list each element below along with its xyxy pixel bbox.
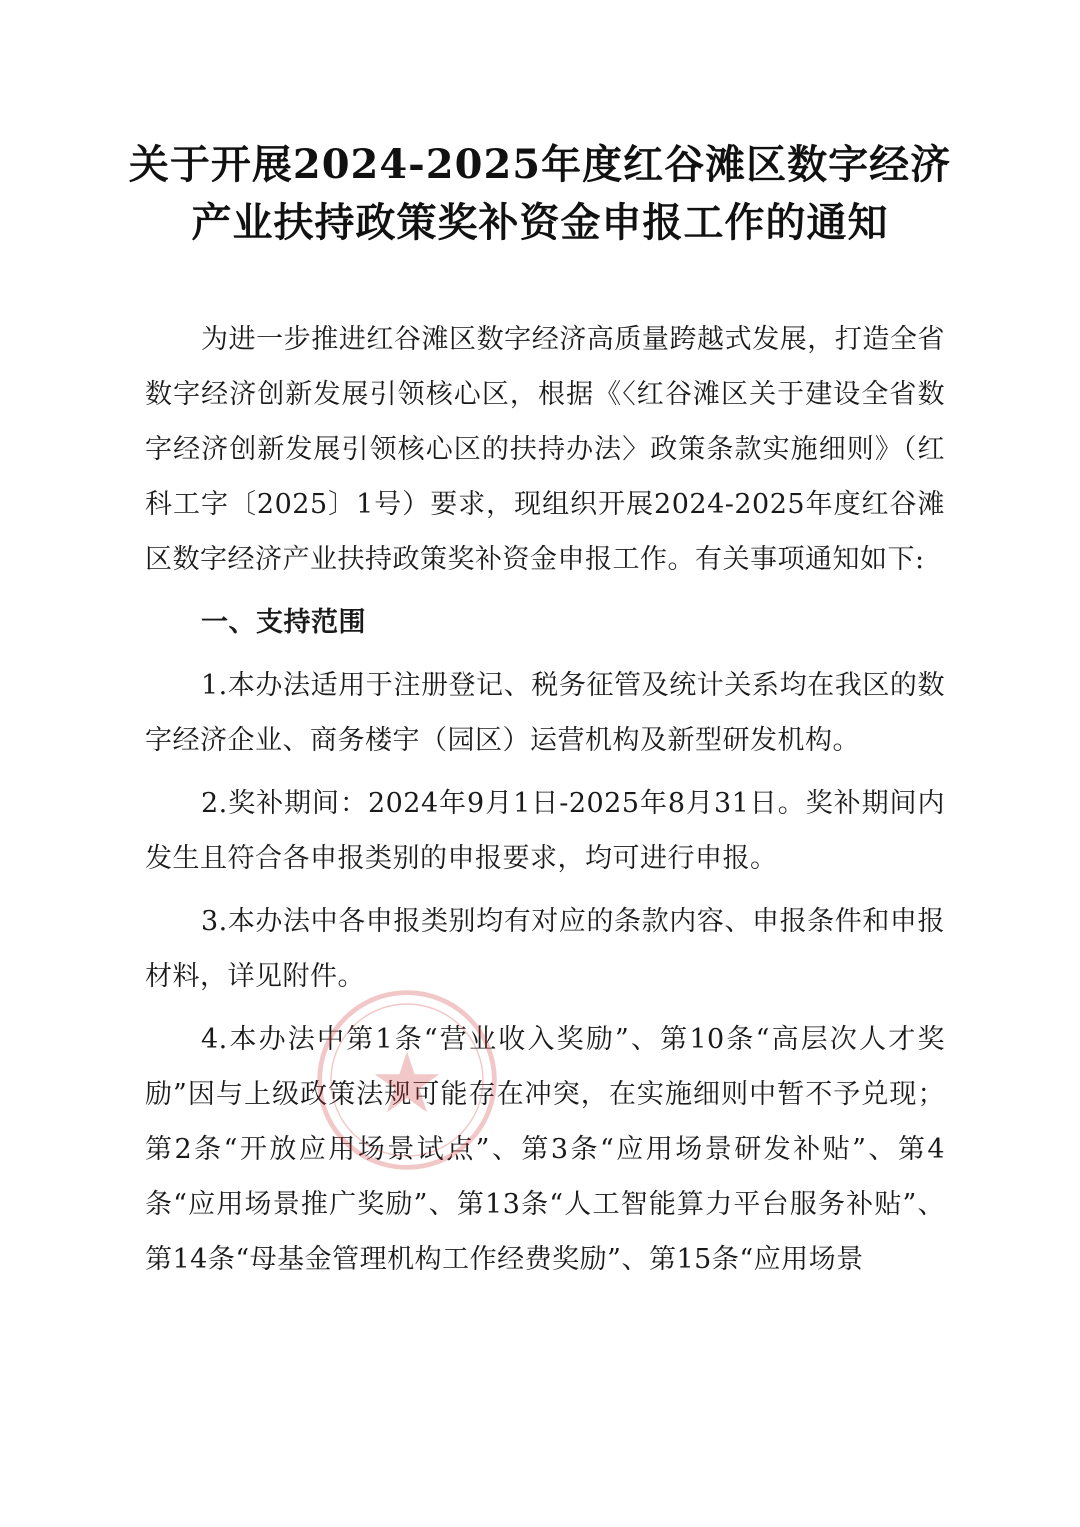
- title-line-2: 产业扶持政策奖补资金申报工作的通知: [191, 199, 889, 246]
- list-item: 3.本办法中各申报类别均有对应的条款内容、申报条件和申报材料，详见附件。: [145, 906, 945, 992]
- document-body: [145, 312, 945, 1287]
- title-line-1: 关于开展2024-2025年度红谷滩区数字经济: [128, 141, 952, 188]
- list-item: 4.本办法中第1条“营业收入奖励”、第10条“高层次人才奖励”因与上级政策法规可能存在冲突，在实施细则中暂不予兑现；第2条“开放应用场景试点”、第3条“应用场景研发补贴”、第4条“应用场景推广奖励”、第13条“人工智能算力平台服务补贴”、第14条“母基金管理机构工作经费奖励”、第15条“应用场景: [145, 1024, 945, 1275]
- list-item: 1.本办法适用于注册登记、税务征管及统计关系均在我区的数字经济企业、商务楼宇（园区）运营机构及新型研发机构。: [145, 670, 945, 756]
- document-title: [100, 136, 980, 252]
- section-heading-support-scope: 一、支持范围: [201, 607, 366, 638]
- list-item: 2.奖补期间：2024年9月1日-2025年8月31日。奖补期间内发生且符合各申报类别的申报要求，均可进行申报。: [145, 788, 945, 874]
- intro-paragraph: 为进一步推进红谷滩区数字经济高质量跨越式发展，打造全省数字经济创新发展引领核心区，根据《〈红谷滩区关于建设全省数字经济创新发展引领核心区的扶持办法〉政策条款实施细则》（红科工字〔2025〕1号）要求，现组织开展2024-2025年度红谷滩区数字经济产业扶持政策奖补资金申报工作。有关事项通知如下:: [145, 324, 945, 575]
